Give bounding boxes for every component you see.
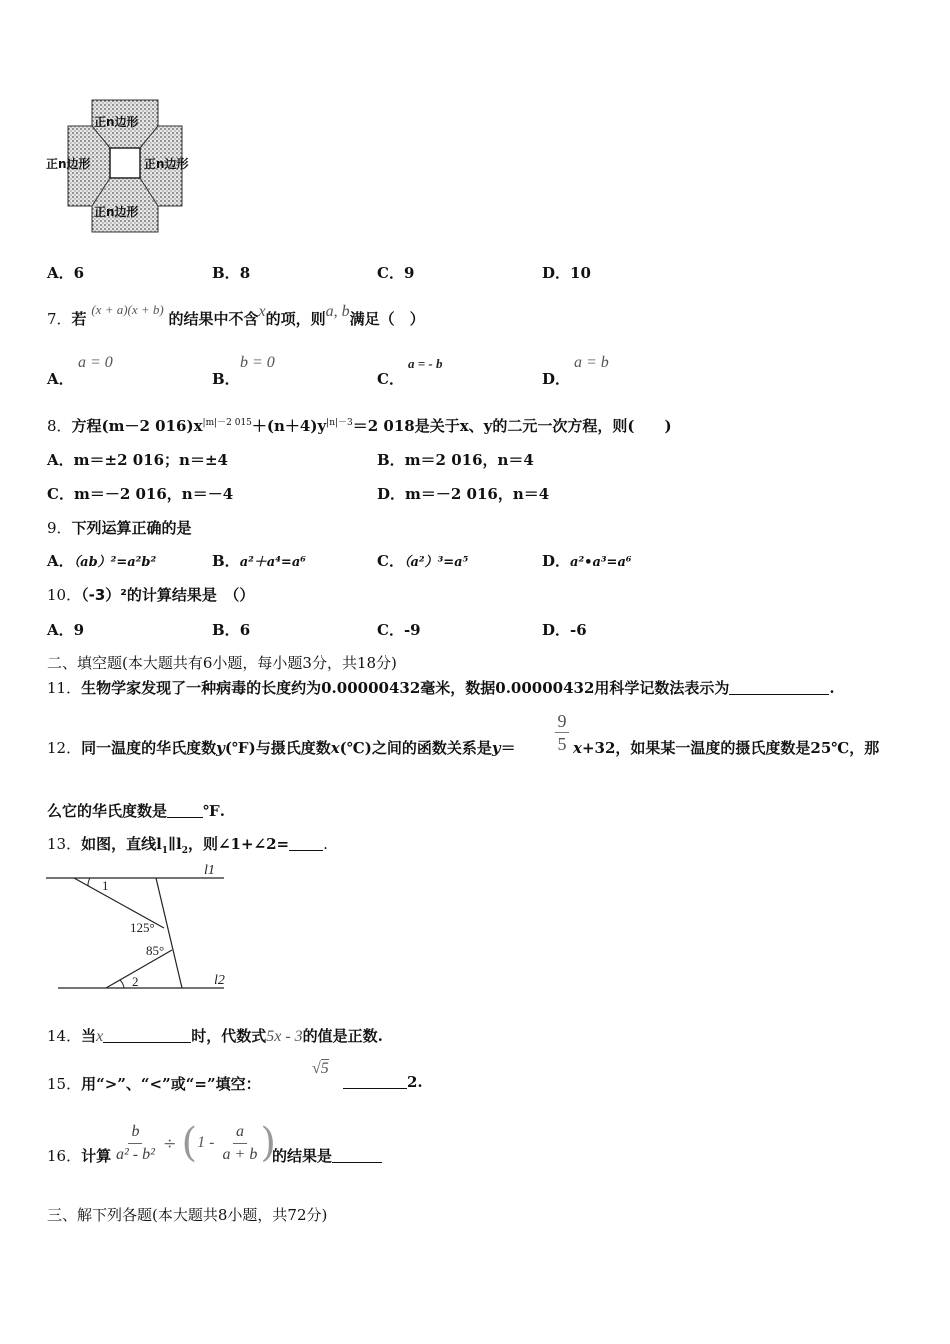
q14-answer-blank[interactable] xyxy=(103,1028,191,1043)
q16-tail: 的结果是 xyxy=(272,1145,382,1166)
q9-option-a: A．（ab）²=a²b² xyxy=(47,552,157,570)
q10-option-a: A．9 xyxy=(47,621,85,639)
label-l2: l2 xyxy=(214,973,225,988)
label-right: 正n边形 xyxy=(144,157,189,171)
q9-option-b: B．a²＋a⁴=a⁶ xyxy=(212,552,306,570)
q16-answer-blank[interactable] xyxy=(332,1148,382,1163)
octagon-figure xyxy=(44,96,214,236)
q7-stem: 7．若 (x + a)(x + b) 的结果中不含x的项，则a, b满足（ ） xyxy=(47,302,425,328)
q11-stem: 11．生物学家发现了一种病毒的长度约为0.00000432毫米，数据0.00000432用科学记数法表示为 . xyxy=(47,679,835,697)
q9-option-d: D．a²•a³=a⁶ xyxy=(542,552,632,570)
label-125: 125° xyxy=(130,920,155,935)
label-bottom: 正n边形 xyxy=(94,205,139,219)
q10-option-b: B．6 xyxy=(212,621,251,639)
label-left: 正n边形 xyxy=(46,157,91,171)
q9-stem: 9．下列运算正确的是 xyxy=(47,519,192,537)
q11-answer-blank[interactable] xyxy=(729,680,829,695)
q12-stem: 12．同一温度的华氏度数y(℉)与摄氏度数x(℃)之间的函数关系是y＝ xyxy=(47,739,516,757)
q7-option-a-expr: a = 0 xyxy=(78,354,113,371)
q6-option-d: D．10 xyxy=(542,264,591,282)
q7-option-c: C． xyxy=(377,370,404,388)
q8-option-a: A．m＝±2 016；n＝±4 xyxy=(47,451,228,469)
q7-option-d: D． xyxy=(542,370,571,388)
label-top: 正n边形 xyxy=(94,115,139,129)
q16-stem: 16．计算 xyxy=(47,1147,112,1165)
q15-answer-blank[interactable] xyxy=(343,1074,407,1089)
q7-option-c-expr: a = - b xyxy=(408,356,443,371)
q10-stem: 10．（-3）²的计算结果是 （） xyxy=(47,586,255,604)
q12-stem-cont: x+32，如果某一温度的摄氏度数是25℃，那 xyxy=(573,739,880,757)
section-3-heading: 三、解下列各题(本大题共8小题，共72分) xyxy=(47,1206,328,1224)
label-l1: l1 xyxy=(204,863,215,878)
q8-option-c: C．m＝－2 016，n＝－4 xyxy=(47,485,234,503)
q14-stem: 14．当x 时，代数式5x - 3的值是正数. xyxy=(47,1027,383,1045)
q7-option-b-expr: b = 0 xyxy=(240,354,275,371)
q12-fraction: 9 5 xyxy=(555,710,569,755)
q7-option-d-expr: a = b xyxy=(574,354,609,371)
q9-option-c: C．（a²）³=a⁵ xyxy=(377,552,469,570)
q7-option-b: B． xyxy=(212,370,240,388)
q15-stem: 15．用“>”、“<”或“=”填空： xyxy=(47,1075,261,1093)
label-angle-2: 2 xyxy=(132,974,139,989)
section-2-heading: 二、填空题(本大题共有6小题，每小题3分，共18分) xyxy=(47,654,397,672)
q6-option-b: B．8 xyxy=(212,264,251,282)
q13-figure xyxy=(44,858,230,994)
q8-stem: 8．方程(m－2 $016)x^{|m|-2 015}+(n+4)y^{|n|-3}=2$ 018是关于x、y的二元一次方程，则( ) xyxy=(47,417,672,435)
q15-sqrt: √5 xyxy=(312,1060,329,1077)
q10-option-c: C．-9 xyxy=(377,621,421,639)
q15-blank-line: 2. xyxy=(343,1073,423,1091)
q16-expression: $\frac{b}{\text{a² - b²}}$ ÷ (1 - $\frac{a}{a + b}$ ) xyxy=(116,1120,276,1166)
q12-answer-blank[interactable] xyxy=(167,803,203,818)
q10-option-d: D．-6 xyxy=(542,621,587,639)
q8-option-b: B．m＝2 016，n＝4 xyxy=(377,451,534,469)
q8-option-d: D．m＝－2 016，n＝4 xyxy=(377,485,550,503)
q13-answer-blank[interactable] xyxy=(289,836,323,851)
q6-option-c: C．9 xyxy=(377,264,415,282)
q7-option-a: A． xyxy=(47,370,74,388)
q13-stem: 13．如图，直线$l_1\parallel l_2$，则∠1+∠2= . xyxy=(47,835,328,856)
q12-line2: 么它的华氏度数是 ℉. xyxy=(47,802,225,820)
label-angle-1: 1 xyxy=(102,878,109,893)
q6-option-a: A．6 xyxy=(47,264,85,282)
label-85: 85° xyxy=(146,943,165,958)
